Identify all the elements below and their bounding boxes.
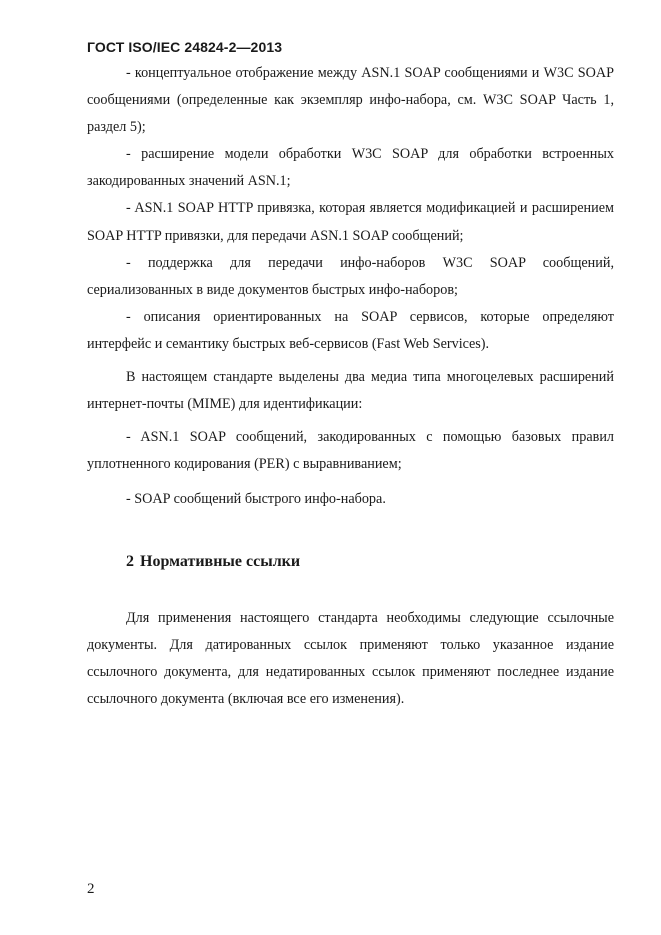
section-number: 2 bbox=[126, 552, 134, 570]
list-item-conceptual-mapping: - концептуальное отображение между ASN.1 SOAP сообщениями и W3C SOAP сообщениями (определенные как экземпляр инфо-набора, см. W3C SOAP Часть 1, раздел 5); bbox=[87, 65, 614, 136]
list-item-mime-fast-infoset: - SOAP сообщений быстрого инфо-набора. bbox=[126, 491, 386, 508]
section-paragraph: Для применения настоящего стандарта необходимы следующие ссылочные документы. Для датированных ссылок применяют только указанное издание ссылочного документа, для недатированных ссылок применяют последнее издание ссылочного документа (включая все его изменения). bbox=[87, 609, 614, 707]
list-item-infoset-support: - поддержка для передачи инфо-наборов W3C SOAP сообщений, сериализованных в виде документов быстрых инфо-наборов; bbox=[87, 254, 614, 298]
section-heading bbox=[87, 548, 614, 575]
section-title: Нормативные ссылки bbox=[140, 552, 301, 570]
mime-paragraph: В настоящем стандарте выделены два медиа типа многоцелевых расширений интернет-почты (MIME) для идентификации: bbox=[87, 369, 614, 413]
document-header: ГОСТ ISO/IEC 24824-2—2013 bbox=[87, 39, 283, 55]
page-number: 2 bbox=[87, 881, 95, 897]
list-item-processing-model: - расширение модели обработки W3C SOAP для обработки встроенных закодированных значений ASN.1; bbox=[87, 146, 614, 190]
list-item-mime-per: - ASN.1 SOAP сообщений, закодированных с помощью базовых правил уплотненного кодирования (PER) с выравниванием; bbox=[87, 429, 614, 473]
page-content bbox=[87, 60, 614, 713]
list-item-service-descriptions: - описания ориентированных на SOAP сервисов, которые определяют интерфейс и семантику быстрых веб-сервисов (Fast Web Services). bbox=[87, 308, 614, 352]
list-item-http-binding: - ASN.1 SOAP HTTP привязка, которая является модификацией и расширением SOAP HTTP привязки, для передачи ASN.1 SOAP сообщений; bbox=[87, 200, 614, 244]
